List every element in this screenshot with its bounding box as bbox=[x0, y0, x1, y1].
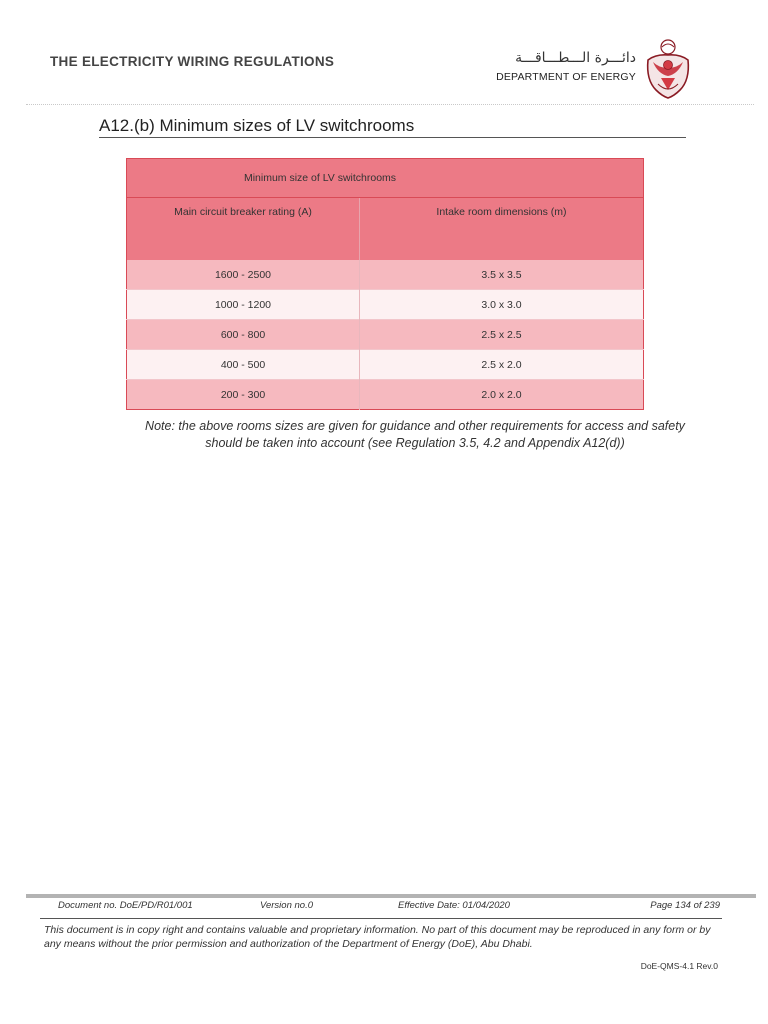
header-divider bbox=[26, 104, 754, 105]
table-row bbox=[127, 320, 644, 350]
guidance-note: Note: the above rooms sizes are given for guidance and other requirements for access and safety should be taken into account (see Regulation 3.5, 4.2 and Appendix A12(d)) bbox=[145, 419, 685, 450]
table-row bbox=[127, 260, 644, 290]
breaker-rating-cell: 600 - 800 bbox=[127, 320, 360, 350]
room-dimensions-cell: 3.0 x 3.0 bbox=[360, 290, 644, 320]
footer-page-number: Page 134 of 239 bbox=[650, 900, 720, 911]
document-header-title: THE ELECTRICITY WIRING REGULATIONS bbox=[50, 54, 335, 69]
room-dimensions-cell: 2.5 x 2.5 bbox=[360, 320, 644, 350]
table-caption: Minimum size of LV switchrooms bbox=[127, 159, 644, 198]
footer-copyright-notice: This document is in copy right and contains valuable and proprietary information. No part of this document may be reproduced in any form or by any means without the prior permission and authorization of the Department of Energy (DoE), Abu Dhabi. bbox=[44, 924, 711, 950]
switchroom-size-table bbox=[126, 158, 644, 410]
footer-document-number: Document no. DoE/PD/R01/001 bbox=[58, 900, 193, 911]
table-row bbox=[127, 380, 644, 410]
column-header-room-dimensions: Intake room dimensions (m) bbox=[360, 198, 644, 261]
table-row bbox=[127, 350, 644, 380]
logo-arabic-text: دائـــرة الـــطـــاقـــة bbox=[515, 50, 636, 66]
table-header-row bbox=[127, 198, 644, 261]
footer-version: Version no.0 bbox=[260, 900, 313, 911]
column-header-breaker-rating: Main circuit breaker rating (A) bbox=[127, 198, 360, 261]
breaker-rating-cell: 1600 - 2500 bbox=[127, 260, 360, 290]
footer-band bbox=[26, 894, 756, 898]
footer-effective-date: Effective Date: 01/04/2020 bbox=[398, 900, 510, 911]
breaker-rating-cell: 1000 - 1200 bbox=[127, 290, 360, 320]
section-title: A12.(b) Minimum sizes of LV switchrooms bbox=[99, 116, 415, 135]
logo-english-text: DEPARTMENT OF ENERGY bbox=[496, 71, 636, 83]
footer-form-code: DoE-QMS-4.1 Rev.0 bbox=[640, 961, 718, 971]
falcon-emblem-icon bbox=[644, 38, 692, 100]
table-row bbox=[127, 290, 644, 320]
footer-divider bbox=[40, 918, 722, 919]
room-dimensions-cell: 2.0 x 2.0 bbox=[360, 380, 644, 410]
section-title-underline bbox=[99, 137, 686, 138]
table-caption-row bbox=[127, 159, 644, 198]
breaker-rating-cell: 400 - 500 bbox=[127, 350, 360, 380]
room-dimensions-cell: 2.5 x 2.0 bbox=[360, 350, 644, 380]
room-dimensions-cell: 3.5 x 3.5 bbox=[360, 260, 644, 290]
breaker-rating-cell: 200 - 300 bbox=[127, 380, 360, 410]
